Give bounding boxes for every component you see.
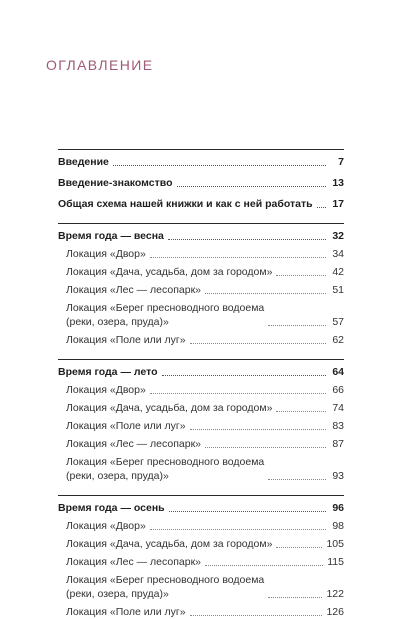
dot-leader <box>205 447 326 448</box>
toc-entry-page: 98 <box>332 520 344 532</box>
table-of-contents <box>58 149 344 619</box>
dot-leader <box>205 565 323 566</box>
toc-section-title-row[interactable] <box>58 365 344 379</box>
toc-entry-title: Локация «Берег пресноводного водоема (реки, озера, пруда)» <box>66 302 265 328</box>
toc-section-title: Время года — весна <box>58 230 164 242</box>
dot-leader <box>150 257 326 258</box>
toc-entry-title: Введение-знакомство <box>58 177 173 189</box>
toc-entry[interactable] <box>58 401 344 415</box>
toc-section-page: 32 <box>332 230 344 242</box>
toc-entry-title: Локация «Дача, усадьба, дом за городом» <box>66 538 273 550</box>
toc-entry[interactable] <box>58 573 344 601</box>
toc-entry[interactable] <box>58 383 344 397</box>
toc-entry-page: 105 <box>326 538 344 550</box>
dot-leader <box>150 393 326 394</box>
dot-leader <box>205 293 326 294</box>
toc-entry-title: Локация «Дача, усадьба, дом за городом» <box>66 402 273 414</box>
toc-entry[interactable] <box>58 247 344 261</box>
dot-leader <box>169 511 326 512</box>
toc-entry-page: 126 <box>326 606 344 618</box>
toc-entry-title: Введение <box>58 156 109 168</box>
dot-leader <box>276 547 322 548</box>
dot-leader <box>276 275 326 276</box>
toc-entry-page: 122 <box>326 588 344 600</box>
toc-entry[interactable] <box>58 283 344 297</box>
toc-entry-title: Локация «Лес — лесопарк» <box>66 556 202 568</box>
toc-section-spring <box>58 223 344 347</box>
toc-section-summer <box>58 359 344 483</box>
dot-leader <box>268 597 322 598</box>
toc-entry[interactable] <box>58 537 344 551</box>
toc-entry[interactable] <box>58 437 344 451</box>
dot-leader <box>276 411 326 412</box>
toc-section-title-row[interactable] <box>58 501 344 515</box>
toc-section-page: 96 <box>332 502 344 514</box>
toc-entry[interactable] <box>58 555 344 569</box>
dot-leader <box>177 186 326 187</box>
toc-intro-group <box>58 149 344 211</box>
dot-leader <box>113 165 326 166</box>
toc-entry[interactable] <box>58 333 344 347</box>
toc-entry-title: Локация «Двор» <box>66 384 146 396</box>
dot-leader <box>150 529 326 530</box>
dot-leader <box>190 615 323 616</box>
toc-entry-page: 7 <box>338 156 344 168</box>
toc-entry[interactable] <box>58 605 344 619</box>
toc-entry-title: Локация «Двор» <box>66 248 146 260</box>
toc-entry-page: 87 <box>332 438 344 450</box>
toc-entry-page: 57 <box>332 316 344 328</box>
toc-entry[interactable] <box>58 301 344 329</box>
toc-entry[interactable] <box>58 419 344 433</box>
toc-entry-title: Локация «Берег пресноводного водоема (реки, озера, пруда)» <box>66 574 265 600</box>
toc-entry-page: 42 <box>332 266 344 278</box>
dot-leader <box>268 325 326 326</box>
toc-entry-title: Локация «Лес — лесопарк» <box>66 284 202 296</box>
toc-entry-page: 34 <box>332 248 344 260</box>
toc-entry-page: 83 <box>332 420 344 432</box>
toc-entry[interactable] <box>58 265 344 279</box>
toc-section-title: Время года — лето <box>58 366 158 378</box>
toc-entry-page: 115 <box>327 556 344 568</box>
toc-entry-title: Локация «Дача, усадьба, дом за городом» <box>66 266 273 278</box>
toc-entry-title: Локация «Поле или луг» <box>66 420 186 432</box>
toc-entry-title: Общая схема нашей книжки и как с ней работать <box>58 198 313 210</box>
dot-leader <box>168 239 326 240</box>
toc-entry-acquaintance[interactable] <box>58 176 344 190</box>
toc-entry-title: Локация «Берег пресноводного водоема (реки, озера, пруда)» <box>66 456 265 482</box>
toc-entry-title: Локация «Лес — лесопарк» <box>66 438 202 450</box>
toc-entry-page: 74 <box>332 402 344 414</box>
page-heading: ОГЛАВЛЕНИЕ <box>46 57 154 73</box>
dot-leader <box>317 207 326 208</box>
toc-section-title: Время года — осень <box>58 502 165 514</box>
toc-entry[interactable] <box>58 519 344 533</box>
dot-leader <box>190 343 326 344</box>
toc-entry-scheme[interactable] <box>58 197 344 211</box>
toc-entry-page: 17 <box>332 198 344 210</box>
dot-leader <box>162 375 326 376</box>
toc-section-title-row[interactable] <box>58 229 344 243</box>
toc-entry-page: 62 <box>332 334 344 346</box>
toc-entry-intro[interactable] <box>58 155 344 169</box>
toc-entry-title: Локация «Поле или луг» <box>66 334 186 346</box>
toc-entry-page: 51 <box>332 284 344 296</box>
dot-leader <box>268 479 326 480</box>
toc-entry-page: 93 <box>332 470 344 482</box>
toc-section-autumn <box>58 495 344 619</box>
toc-entry-title: Локация «Двор» <box>66 520 146 532</box>
dot-leader <box>190 429 326 430</box>
toc-entry-page: 13 <box>332 177 344 189</box>
toc-entry-page: 66 <box>332 384 344 396</box>
toc-entry[interactable] <box>58 455 344 483</box>
toc-entry-title: Локация «Поле или луг» <box>66 606 186 618</box>
toc-section-page: 64 <box>332 366 344 378</box>
